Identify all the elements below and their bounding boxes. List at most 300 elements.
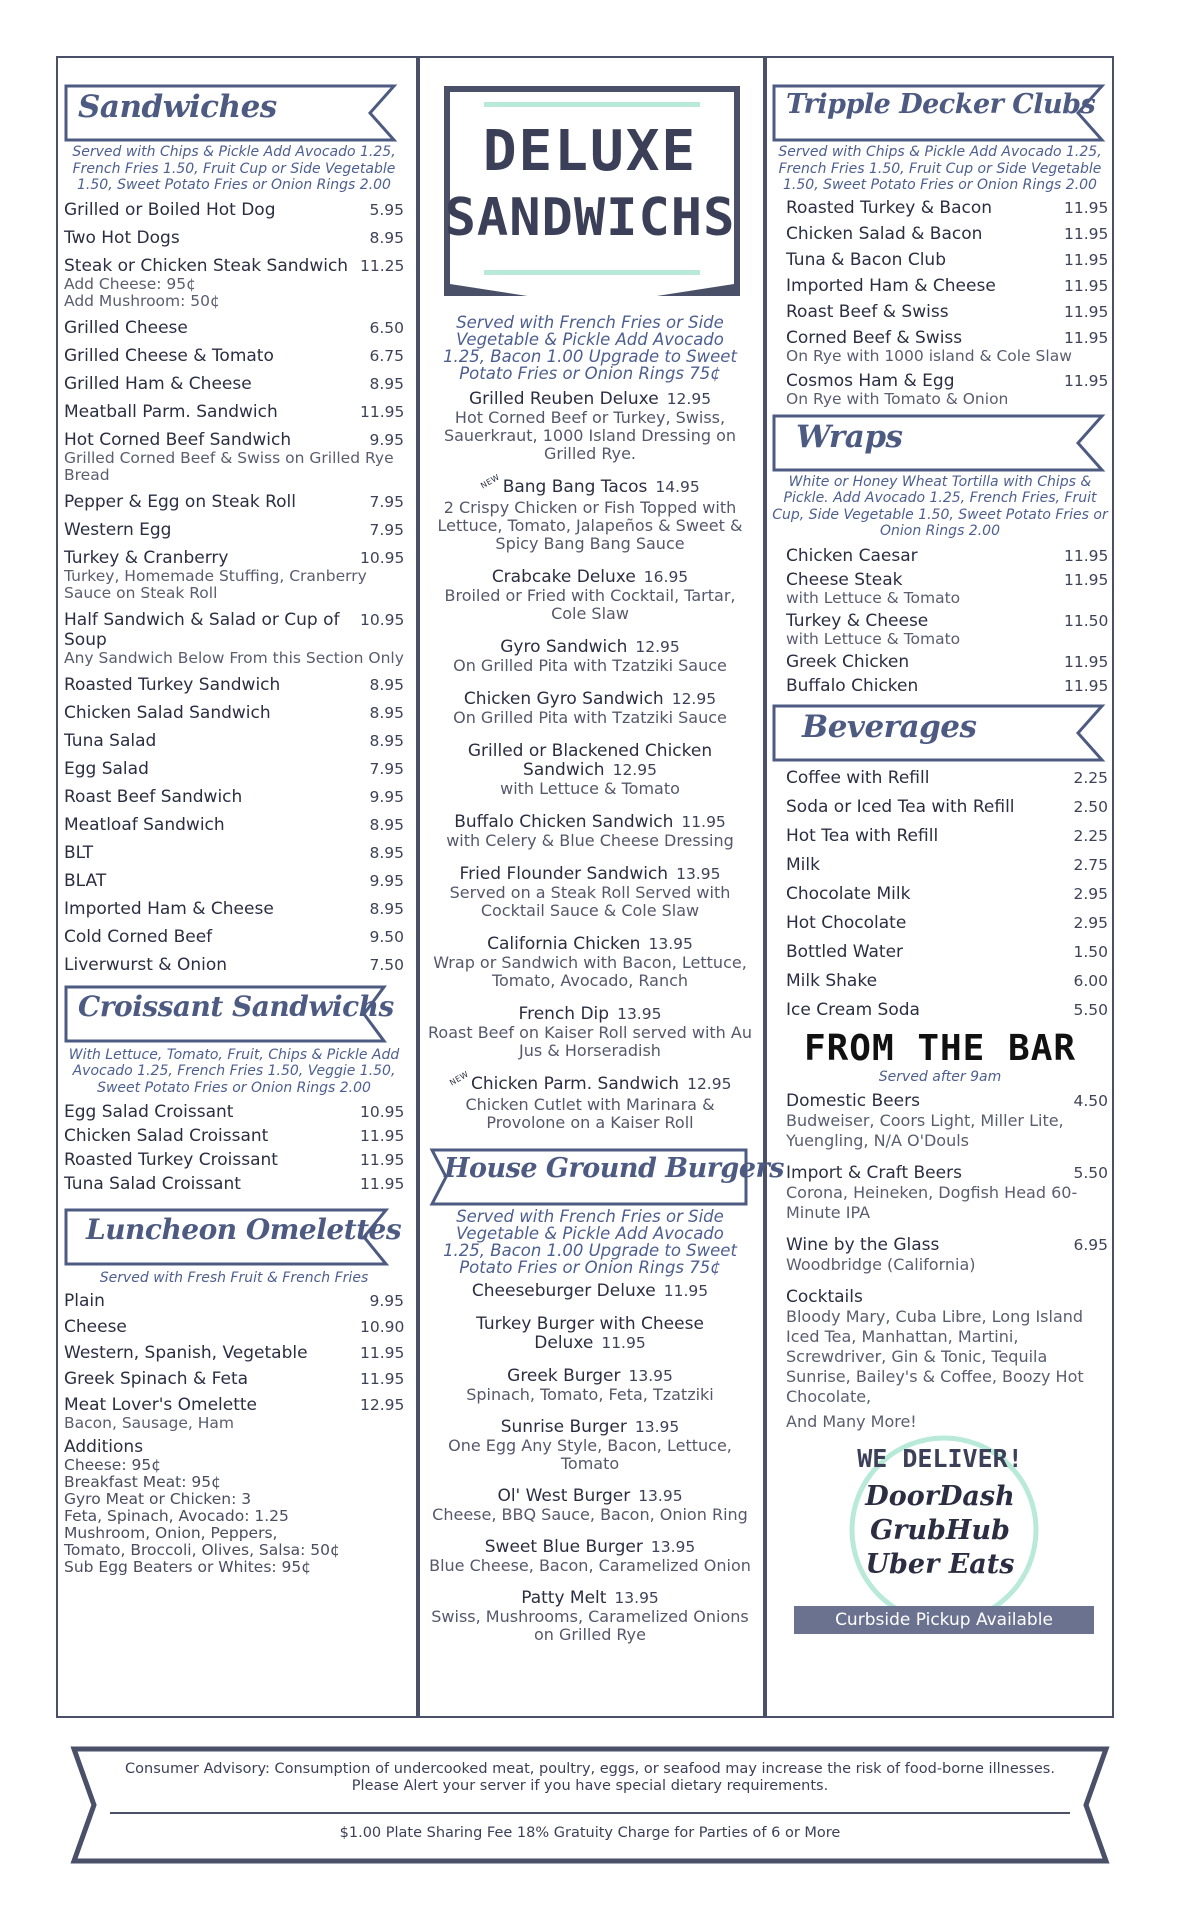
item-name: Grilled Cheese & Tomato — [64, 345, 274, 366]
menu-item — [64, 1126, 404, 1146]
item-description: Hot Corned Beef or Turkey, Swiss, Sauerkraut, 1000 Island Dressing on Grilled Rye. — [443, 408, 737, 463]
bar-note: Served after 9am — [878, 1068, 1002, 1085]
menu-item-row — [786, 971, 1108, 991]
new-badge: NEW — [447, 1069, 470, 1088]
menu-item — [786, 971, 1108, 991]
item-name: Tuna & Bacon Club — [786, 249, 946, 270]
item-price: 10.95 — [360, 1103, 405, 1121]
delivery-service: DoorDash — [865, 1481, 1015, 1512]
item-description: Broiled or Fried with Cocktail, Tartar, Cole Slaw — [444, 586, 736, 623]
bar-list — [772, 1091, 1108, 1275]
item-description: with Lettuce & Tomato — [786, 588, 961, 607]
menu-item-row — [786, 826, 1108, 846]
item-name: Egg Salad Croissant — [64, 1102, 234, 1122]
item-price: 11.95 — [601, 1334, 646, 1352]
curbside-label: Curbside Pickup Available — [794, 1606, 1094, 1634]
item-name: Sweet Blue Burger — [484, 1537, 643, 1557]
menu-item — [64, 759, 404, 779]
item-title — [426, 1538, 754, 1557]
menu-item — [786, 1091, 1108, 1151]
wraps-list — [772, 546, 1108, 696]
menu-item — [786, 302, 1108, 322]
item-price: 11.95 — [1064, 652, 1109, 671]
menu-item-row — [786, 942, 1108, 962]
wraps-banner — [772, 414, 1108, 472]
menu-item — [786, 371, 1108, 408]
menu-item — [64, 703, 404, 723]
croissant-title: Croissant Sandwichs — [78, 989, 394, 1023]
menu-item — [786, 913, 1108, 933]
item-description: On Rye with 1000 island & Cole Slaw — [786, 346, 1072, 365]
item-price: 13.95 — [638, 1487, 683, 1505]
item-name: Roast Beef Sandwich — [64, 786, 243, 807]
menu-item — [64, 374, 404, 394]
cocktails-text: Bloody Mary, Cuba Libre, Long Island Iced Tea, Manhattan, Martini, Screwdriver, Gin & Tonic, Tequila Sunrise, Bailey's & Coffee, Boozy Hot Chocolate, — [786, 1307, 1084, 1406]
menu-item-row — [786, 198, 1108, 218]
item-description: with Lettuce & Tomato — [786, 629, 961, 648]
item-description: Woodbridge (California) — [786, 1255, 976, 1274]
menu-item — [786, 224, 1108, 244]
menu-item-row — [64, 1369, 404, 1389]
item-name: Import & Craft Beers — [786, 1163, 962, 1183]
menu-item — [64, 1369, 404, 1389]
delivery-badge — [772, 1434, 1108, 1634]
item-description: Bacon, Sausage, Ham — [64, 1413, 235, 1432]
menu-item — [426, 1589, 754, 1644]
sandwiches-note: Served with Chips & Pickle Add Avocado 1.25, French Fries 1.50, Fruit Cup or Side Vegetable 1.50, Sweet Potato Fries or Onion Rings 2.00 — [72, 144, 396, 193]
menu-item — [64, 1150, 404, 1170]
menu-item-row — [786, 328, 1108, 348]
item-name: Meatloaf Sandwich — [64, 814, 225, 835]
item-price: 9.95 — [369, 787, 404, 806]
menu-item — [786, 652, 1108, 672]
item-name: Grilled Reuben Deluxe — [468, 389, 659, 409]
item-description: with Lettuce & Tomato — [500, 779, 680, 798]
item-price: 11.95 — [1064, 250, 1109, 269]
menu-item — [786, 797, 1108, 817]
item-price: 11.95 — [360, 1175, 405, 1193]
menu-item — [64, 787, 404, 807]
menu-item — [786, 855, 1108, 875]
item-price: 7.95 — [369, 759, 404, 778]
menu-item — [64, 871, 404, 891]
delivery-service: Uber Eats — [865, 1549, 1015, 1580]
item-name: Western, Spanish, Vegetable — [64, 1342, 308, 1363]
menu-item — [786, 611, 1108, 648]
menu-item-row — [64, 492, 404, 512]
item-price: 2.95 — [1073, 884, 1108, 903]
item-title — [426, 813, 754, 832]
item-name: Bottled Water — [786, 941, 904, 962]
item-price: 6.00 — [1073, 971, 1108, 990]
item-name: Grilled Cheese — [64, 317, 188, 338]
item-price: 2.25 — [1073, 768, 1108, 787]
additions-text: Cheese: 95¢ Breakfast Meat: 95¢ Gyro Meat or Chicken: 3 Feta, Spinach, Avocado: 1.25 Mushroom, Onion, Peppers, Tomato, Broccoli, Olives, Salsa: 50¢ Sub Egg Beaters or Whites: 95¢ — [64, 1455, 340, 1576]
item-name: Liverwurst & Onion — [64, 954, 228, 975]
item-description: with Celery & Blue Cheese Dressing — [446, 831, 734, 850]
item-price: 12.95 — [666, 390, 712, 408]
omelettes-banner — [64, 1208, 404, 1266]
menu-item — [64, 731, 404, 751]
item-description: Wrap or Sandwich with Bacon, Lettuce, Tomato, Avocado, Ranch — [433, 953, 747, 990]
menu-item — [786, 570, 1108, 607]
item-name: Ice Cream Soda — [786, 999, 920, 1020]
item-price: 5.50 — [1073, 1000, 1108, 1019]
menu-item — [426, 813, 754, 850]
cocktails-more: And Many More! — [786, 1412, 917, 1431]
additions-title: Additions — [64, 1436, 144, 1457]
item-description: Cheese, BBQ Sauce, Bacon, Onion Ring — [432, 1505, 748, 1524]
menu-item-row — [64, 520, 404, 540]
menu-item — [426, 390, 754, 463]
item-price: 11.95 — [1064, 328, 1109, 347]
cocktails-title: Cocktails — [786, 1287, 863, 1307]
item-description: Chicken Cutlet with Marinara & Provolone on a Kaiser Roll — [465, 1095, 715, 1132]
menu-item — [786, 942, 1108, 962]
item-name: Patty Melt — [521, 1588, 607, 1608]
clubs-list — [772, 198, 1108, 408]
menu-item — [426, 1538, 754, 1575]
croissant-banner — [64, 985, 404, 1043]
burgers-title: House Ground Burgers — [444, 1153, 784, 1184]
item-name: Bang Bang Tacos — [502, 477, 648, 497]
item-price: 11.95 — [1064, 198, 1109, 217]
item-price: 8.95 — [369, 843, 404, 862]
item-price: 6.75 — [369, 346, 404, 365]
menu-item-row — [64, 228, 404, 248]
item-price: 2.95 — [1073, 913, 1108, 932]
beverages-title: Beverages — [802, 708, 977, 745]
item-name: Chocolate Milk — [786, 883, 911, 904]
item-price: 12.95 — [635, 638, 680, 656]
menu-item-row — [786, 884, 1108, 904]
item-name: BLT — [64, 842, 94, 863]
item-name: Plain — [64, 1290, 105, 1311]
item-name: Half Sandwich & Salad or Cup of Soup — [64, 609, 340, 650]
item-name: Greek Spinach & Feta — [64, 1368, 249, 1389]
item-name: Egg Salad — [64, 758, 149, 779]
item-name: Cosmos Ham & Egg — [786, 370, 955, 391]
menu-item-row — [64, 1395, 404, 1415]
item-name: Western Egg — [64, 519, 172, 540]
item-name: Meatball Parm. Sandwich — [64, 401, 278, 422]
item-price: 13.95 — [648, 935, 693, 953]
deluxe-header — [426, 84, 754, 314]
item-price: 11.25 — [360, 256, 405, 275]
menu-item-row — [64, 955, 404, 975]
item-description: Corona, Heineken, Dogfish Head 60-Minute IPA — [786, 1183, 1078, 1222]
menu-item-row — [64, 899, 404, 919]
item-price: 11.95 — [1064, 570, 1109, 589]
item-price: 11.95 — [1064, 224, 1109, 243]
item-name: Chicken Parm. Sandwich — [471, 1074, 680, 1094]
item-name: Turkey Burger with Cheese Deluxe — [476, 1314, 704, 1353]
menu-item-row — [64, 703, 404, 723]
clubs-note: Served with Chips & Pickle Add Avocado 1.25, French Fries 1.50, Fruit Cup or Side Vegetable 1.50, Sweet Potato Fries or Onion Rings 2.00 — [778, 144, 1102, 193]
item-price: 11.95 — [1064, 302, 1109, 321]
menu-item — [786, 276, 1108, 296]
menu-item — [64, 402, 404, 422]
item-name: Imported Ham & Cheese — [786, 275, 996, 296]
menu-item-row — [786, 611, 1108, 631]
item-price: 2.50 — [1073, 797, 1108, 816]
item-name: Grilled Ham & Cheese — [64, 373, 252, 394]
item-price: 8.95 — [369, 703, 404, 722]
item-name: Hot Tea with Refill — [786, 825, 939, 846]
deluxe-note: Served with French Fries or Side Vegetable & Pickle Add Avocado 1.25, Bacon 1.00 Upgrade to Sweet Potato Fries or Onion Rings 75¢ — [443, 313, 737, 383]
menu-item — [64, 228, 404, 248]
item-description: Turkey, Homemade Stuffing, Cranberry Sauce on Steak Roll — [64, 566, 367, 602]
item-name: Chicken Gyro Sandwich — [463, 689, 664, 709]
item-name: Gyro Sandwich — [500, 637, 628, 657]
item-title — [426, 690, 754, 709]
menu-item-row — [64, 430, 404, 450]
menu-item — [426, 1069, 754, 1132]
menu-item-row — [64, 1126, 404, 1146]
menu-item — [426, 1005, 754, 1060]
clubs-title: Tripple Decker Clubs — [786, 89, 1096, 120]
menu-item — [64, 200, 404, 220]
menu-item-row — [786, 276, 1108, 296]
menu-item — [426, 935, 754, 990]
item-title — [426, 1069, 754, 1096]
item-price: 1.50 — [1073, 942, 1108, 961]
item-name: Roast Beef & Swiss — [786, 301, 949, 322]
item-description: Swiss, Mushrooms, Caramelized Onions on Grilled Rye — [431, 1607, 749, 1644]
menu-item-row — [64, 200, 404, 220]
item-name: Grilled or Boiled Hot Dog — [64, 199, 276, 220]
item-price: 11.95 — [1064, 546, 1109, 565]
burgers-banner — [426, 1148, 784, 1202]
deluxe-title-line1: DELUXE — [482, 119, 698, 184]
menu-item-row — [786, 913, 1108, 933]
item-name: Roasted Turkey Croissant — [64, 1150, 278, 1170]
item-description: On Rye with Tomato & Onion — [786, 389, 1009, 408]
item-price: 11.95 — [360, 1343, 405, 1362]
item-name: French Dip — [518, 1004, 610, 1024]
menu-item — [64, 843, 404, 863]
item-name: Tuna Salad — [64, 730, 157, 751]
item-price: 2.25 — [1073, 826, 1108, 845]
menu-item — [786, 1235, 1108, 1275]
middle-column — [426, 56, 784, 1718]
menu-item-row — [786, 1000, 1108, 1020]
menu-item — [786, 198, 1108, 218]
item-price: 2.75 — [1073, 855, 1108, 874]
item-price: 11.95 — [360, 1151, 405, 1169]
item-description: Spinach, Tomato, Feta, Tzatziki — [466, 1385, 714, 1404]
item-name: Cheese Steak — [786, 569, 903, 590]
burgers-note: Served with French Fries or Side Vegetable & Pickle Add Avocado 1.25, Bacon 1.00 Upgrade to Sweet Potato Fries or Onion Rings 75¢ — [443, 1207, 737, 1277]
item-title — [426, 1315, 754, 1353]
menu-item-row — [64, 1102, 404, 1122]
item-name: Soda or Iced Tea with Refill — [786, 796, 1015, 817]
menu-item-row — [64, 731, 404, 751]
item-name: Chicken Salad Croissant — [64, 1126, 269, 1146]
item-description: Roast Beef on Kaiser Roll served with Au Jus & Horseradish — [428, 1023, 752, 1060]
sandwiches-banner — [64, 84, 404, 142]
menu-item — [426, 865, 754, 920]
menu-item — [786, 250, 1108, 270]
fee-text: $1.00 Plate Sharing Fee 18% Gratuity Charge for Parties of 6 or More — [339, 1825, 841, 1841]
menu-item — [64, 346, 404, 366]
menu-item-row — [64, 787, 404, 807]
menu-item — [426, 1282, 754, 1301]
item-price: 6.95 — [1073, 1236, 1108, 1254]
item-price: 11.95 — [1064, 371, 1109, 390]
menu-item-row — [64, 374, 404, 394]
menu-item — [64, 1343, 404, 1363]
menu-item — [426, 1315, 754, 1353]
menu-item-row — [64, 610, 404, 650]
sandwiches-title: Sandwiches — [78, 89, 277, 125]
menu-item — [64, 492, 404, 512]
right-column — [772, 56, 1108, 1718]
item-name: Cheeseburger Deluxe — [471, 1281, 656, 1301]
item-price: 11.95 — [360, 1369, 405, 1388]
menu-item — [64, 520, 404, 540]
item-price: 12.95 — [687, 1075, 732, 1093]
item-name: Ol' West Burger — [497, 1486, 631, 1506]
deluxe-title-line2: SANDWICHS — [444, 188, 736, 248]
menu-item-row — [64, 843, 404, 863]
item-title — [426, 1367, 754, 1386]
menu-item-row — [64, 759, 404, 779]
item-price: 5.50 — [1073, 1164, 1108, 1182]
menu-item — [786, 1163, 1108, 1223]
item-price: 9.95 — [369, 871, 404, 890]
omelettes-title: Luncheon Omelettes — [86, 1213, 402, 1246]
column-divider — [416, 56, 420, 1718]
item-price: 11.95 — [663, 1282, 709, 1300]
menu-item-row — [786, 250, 1108, 270]
wraps-note: White or Honey Wheat Tortilla with Chips & Pickle. Add Avocado 1.25, French Fries, Fruit Cup, Side Vegetable 1.50, Sweet Potato Fries or Onion Rings 2.00 — [772, 473, 1108, 539]
menu-item-row — [786, 676, 1108, 696]
item-name: Cheese — [64, 1316, 127, 1337]
item-name: Roasted Turkey Sandwich — [64, 674, 281, 695]
new-badge: NEW — [479, 472, 502, 491]
menu-item — [786, 768, 1108, 788]
menu-item — [64, 1291, 404, 1311]
beverages-banner — [772, 704, 1108, 762]
item-title — [426, 1005, 754, 1024]
item-description: On Grilled Pita with Tzatziki Sauce — [453, 656, 727, 675]
item-title — [426, 742, 754, 780]
menu-item-row — [786, 224, 1108, 244]
menu-item-row — [786, 768, 1108, 788]
menu-item — [64, 675, 404, 695]
item-name: Greek Chicken — [786, 651, 910, 672]
item-name: Pepper & Egg on Steak Roll — [64, 491, 296, 512]
menu-item-row — [786, 797, 1108, 817]
menu-item — [64, 899, 404, 919]
item-name: Crabcake Deluxe — [491, 567, 636, 587]
item-price: 8.95 — [369, 731, 404, 750]
item-description: On Grilled Pita with Tzatziki Sauce — [453, 708, 727, 727]
item-price: 8.95 — [369, 815, 404, 834]
wraps-title: Wraps — [796, 418, 903, 455]
item-price: 7.50 — [369, 955, 404, 974]
menu-item-row — [64, 346, 404, 366]
item-name: Chicken Caesar — [786, 545, 918, 566]
deluxe-list — [426, 390, 754, 1132]
item-title — [426, 1282, 754, 1301]
item-price: 11.50 — [1064, 611, 1109, 630]
item-name: Milk — [786, 854, 820, 875]
menu-item — [786, 328, 1108, 365]
menu-item — [786, 1000, 1108, 1020]
menu-item-row — [64, 675, 404, 695]
item-description: Grilled Corned Beef & Swiss on Grilled Rye Bread — [64, 448, 394, 484]
item-name: Fried Flounder Sandwich — [459, 864, 669, 884]
menu-item-row — [64, 318, 404, 338]
item-price: 12.95 — [612, 761, 657, 779]
item-price: 13.95 — [617, 1005, 662, 1023]
beverages-list — [772, 768, 1108, 1020]
item-name: Greek Burger — [507, 1366, 621, 1386]
left-column — [64, 56, 404, 1718]
menu-item — [426, 638, 754, 675]
menu-item-row — [64, 871, 404, 891]
item-title — [426, 568, 754, 587]
menu-item-row — [64, 1150, 404, 1170]
menu-item — [64, 1317, 404, 1337]
item-name: Hot Chocolate — [786, 912, 907, 933]
menu-item-row — [786, 1235, 1108, 1255]
item-name: Corned Beef & Swiss — [786, 327, 963, 348]
menu-item — [64, 548, 404, 602]
advisory-text: Consumer Advisory: Consumption of undercooked meat, poultry, eggs, or seafood may increase the risk of food-borne illnesses. Please Alert your server if you have special dietary requirements. — [125, 1761, 1055, 1794]
item-price: 8.95 — [369, 675, 404, 694]
menu-item-row — [64, 1343, 404, 1363]
menu-item-row — [786, 302, 1108, 322]
item-description: Any Sandwich Below From this Section Only — [64, 648, 404, 667]
croissant-list — [64, 1102, 404, 1194]
item-name: Chicken Salad Sandwich — [64, 702, 271, 723]
menu-item — [786, 884, 1108, 904]
item-price: 13.95 — [650, 1538, 696, 1556]
menu-item — [64, 256, 404, 310]
menu-item — [426, 1367, 754, 1404]
menu-item — [426, 1418, 754, 1473]
item-title — [426, 1418, 754, 1437]
item-name: Buffalo Chicken — [786, 675, 919, 696]
item-price: 4.50 — [1073, 1092, 1108, 1110]
item-price: 12.95 — [360, 1395, 405, 1414]
menu-item-row — [64, 402, 404, 422]
item-price: 13.95 — [676, 865, 721, 883]
item-description: Served on a Steak Roll Served with Cocktail Sauce & Cole Slaw — [449, 883, 731, 920]
item-title — [426, 1589, 754, 1608]
item-name: California Chicken — [487, 934, 641, 954]
item-price: 11.95 — [681, 813, 726, 831]
menu-item — [426, 742, 754, 798]
menu-item — [786, 676, 1108, 696]
menu-item-row — [786, 652, 1108, 672]
menu-item — [64, 815, 404, 835]
item-price: 6.50 — [369, 318, 404, 337]
item-name: Milk Shake — [786, 970, 878, 991]
item-name: Two Hot Dogs — [64, 227, 180, 248]
item-price: 13.95 — [628, 1367, 673, 1385]
item-price: 14.95 — [655, 478, 700, 496]
menu-item-row — [786, 546, 1108, 566]
item-price: 7.95 — [369, 520, 404, 539]
item-price: 5.95 — [369, 200, 404, 219]
item-title — [426, 1487, 754, 1506]
menu-item-row — [64, 1291, 404, 1311]
item-name: Imported Ham & Cheese — [64, 898, 274, 919]
